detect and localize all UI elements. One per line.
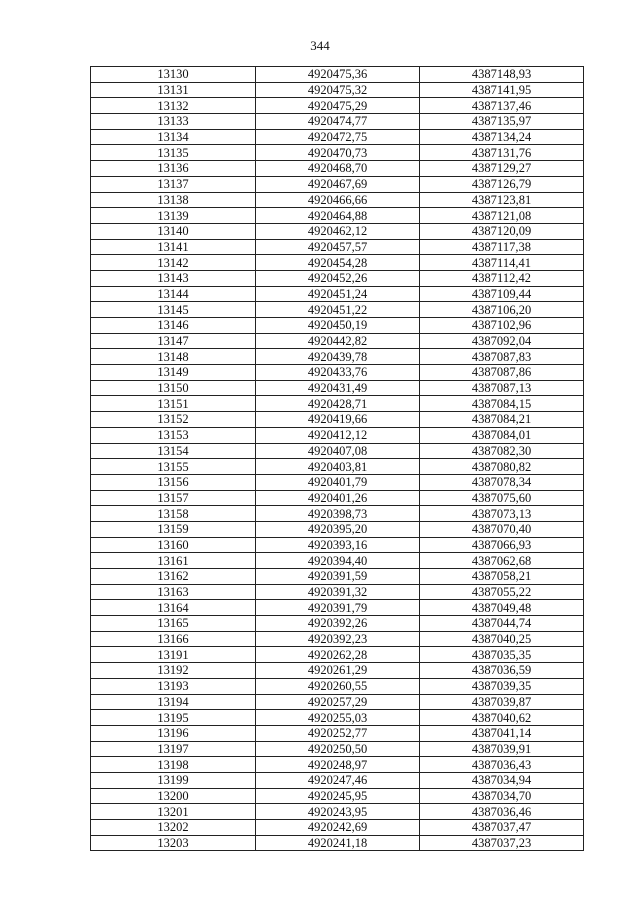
table-row (91, 820, 584, 836)
table-row (91, 349, 584, 365)
y-coordinate-cell: 4387106,20 (420, 302, 584, 318)
point-number-cell: 13149 (91, 365, 256, 381)
table-row (91, 145, 584, 161)
table-row (91, 427, 584, 443)
x-coordinate-cell: 4920261,29 (256, 663, 420, 679)
y-coordinate-cell: 4387137,46 (420, 98, 584, 114)
y-coordinate-cell: 4387036,43 (420, 757, 584, 773)
y-coordinate-cell: 4387080,82 (420, 459, 584, 475)
point-number-cell: 13136 (91, 161, 256, 177)
point-number-cell: 13143 (91, 270, 256, 286)
table-row (91, 161, 584, 177)
point-number-cell: 13137 (91, 176, 256, 192)
table-row (91, 569, 584, 585)
table-row (91, 302, 584, 318)
table-row (91, 192, 584, 208)
point-number-cell: 13198 (91, 757, 256, 773)
y-coordinate-cell: 4387148,93 (420, 67, 584, 83)
y-coordinate-cell: 4387129,27 (420, 161, 584, 177)
x-coordinate-cell: 4920450,19 (256, 318, 420, 334)
table-row (91, 318, 584, 334)
table-row (91, 600, 584, 616)
y-coordinate-cell: 4387135,97 (420, 114, 584, 130)
x-coordinate-cell: 4920428,71 (256, 396, 420, 412)
y-coordinate-cell: 4387044,74 (420, 616, 584, 632)
x-coordinate-cell: 4920412,12 (256, 427, 420, 443)
y-coordinate-cell: 4387040,25 (420, 631, 584, 647)
x-coordinate-cell: 4920452,26 (256, 270, 420, 286)
y-coordinate-cell: 4387034,94 (420, 772, 584, 788)
x-coordinate-cell: 4920454,28 (256, 255, 420, 271)
y-coordinate-cell: 4387041,14 (420, 725, 584, 741)
coordinates-table (90, 66, 584, 851)
y-coordinate-cell: 4387070,40 (420, 521, 584, 537)
x-coordinate-cell: 4920475,36 (256, 67, 420, 83)
x-coordinate-cell: 4920403,81 (256, 459, 420, 475)
y-coordinate-cell: 4387117,38 (420, 239, 584, 255)
x-coordinate-cell: 4920462,12 (256, 223, 420, 239)
x-coordinate-cell: 4920467,69 (256, 176, 420, 192)
x-coordinate-cell: 4920451,24 (256, 286, 420, 302)
y-coordinate-cell: 4387114,41 (420, 255, 584, 271)
y-coordinate-cell: 4387037,47 (420, 820, 584, 836)
table-row (91, 82, 584, 98)
y-coordinate-cell: 4387062,68 (420, 553, 584, 569)
x-coordinate-cell: 4920255,03 (256, 710, 420, 726)
table-row (91, 835, 584, 851)
point-number-cell: 13199 (91, 772, 256, 788)
y-coordinate-cell: 4387121,08 (420, 208, 584, 224)
x-coordinate-cell: 4920392,26 (256, 616, 420, 632)
table-row (91, 459, 584, 475)
table-row (91, 694, 584, 710)
point-number-cell: 13192 (91, 663, 256, 679)
point-number-cell: 13138 (91, 192, 256, 208)
table-row (91, 647, 584, 663)
y-coordinate-cell: 4387112,42 (420, 270, 584, 286)
table-row (91, 663, 584, 679)
y-coordinate-cell: 4387141,95 (420, 82, 584, 98)
point-number-cell: 13142 (91, 255, 256, 271)
y-coordinate-cell: 4387040,62 (420, 710, 584, 726)
x-coordinate-cell: 4920391,32 (256, 584, 420, 600)
table-row (91, 788, 584, 804)
x-coordinate-cell: 4920245,95 (256, 788, 420, 804)
x-coordinate-cell: 4920248,97 (256, 757, 420, 773)
y-coordinate-cell: 4387036,59 (420, 663, 584, 679)
x-coordinate-cell: 4920395,20 (256, 521, 420, 537)
x-coordinate-cell: 4920391,79 (256, 600, 420, 616)
table-row (91, 208, 584, 224)
point-number-cell: 13134 (91, 129, 256, 145)
point-number-cell: 13153 (91, 427, 256, 443)
x-coordinate-cell: 4920475,29 (256, 98, 420, 114)
table-row (91, 537, 584, 553)
page-number: 344 (310, 38, 330, 53)
table-row (91, 223, 584, 239)
x-coordinate-cell: 4920468,70 (256, 161, 420, 177)
y-coordinate-cell: 4387066,93 (420, 537, 584, 553)
table-row (91, 365, 584, 381)
point-number-cell: 13158 (91, 506, 256, 522)
x-coordinate-cell: 4920457,57 (256, 239, 420, 255)
point-number-cell: 13140 (91, 223, 256, 239)
y-coordinate-cell: 4387034,70 (420, 788, 584, 804)
point-number-cell: 13191 (91, 647, 256, 663)
y-coordinate-cell: 4387035,35 (420, 647, 584, 663)
x-coordinate-cell: 4920474,77 (256, 114, 420, 130)
y-coordinate-cell: 4387134,24 (420, 129, 584, 145)
table-row (91, 741, 584, 757)
table-row (91, 616, 584, 632)
table-row (91, 98, 584, 114)
table-row (91, 114, 584, 130)
point-number-cell: 13131 (91, 82, 256, 98)
x-coordinate-cell: 4920433,76 (256, 365, 420, 381)
x-coordinate-cell: 4920401,79 (256, 474, 420, 490)
point-number-cell: 13157 (91, 490, 256, 506)
table-row (91, 490, 584, 506)
point-number-cell: 13145 (91, 302, 256, 318)
y-coordinate-cell: 4387037,23 (420, 835, 584, 851)
table-row (91, 474, 584, 490)
table-row (91, 176, 584, 192)
point-number-cell: 13148 (91, 349, 256, 365)
x-coordinate-cell: 4920407,08 (256, 443, 420, 459)
table-row (91, 553, 584, 569)
point-number-cell: 13201 (91, 804, 256, 820)
y-coordinate-cell: 4387073,13 (420, 506, 584, 522)
table-row (91, 631, 584, 647)
x-coordinate-cell: 4920401,26 (256, 490, 420, 506)
point-number-cell: 13202 (91, 820, 256, 836)
y-coordinate-cell: 4387109,44 (420, 286, 584, 302)
x-coordinate-cell: 4920257,29 (256, 694, 420, 710)
point-number-cell: 13163 (91, 584, 256, 600)
y-coordinate-cell: 4387039,91 (420, 741, 584, 757)
table-row (91, 506, 584, 522)
y-coordinate-cell: 4387078,34 (420, 474, 584, 490)
table-row (91, 725, 584, 741)
y-coordinate-cell: 4387123,81 (420, 192, 584, 208)
table-row (91, 521, 584, 537)
point-number-cell: 13130 (91, 67, 256, 83)
x-coordinate-cell: 4920391,59 (256, 569, 420, 585)
y-coordinate-cell: 4387084,15 (420, 396, 584, 412)
x-coordinate-cell: 4920262,28 (256, 647, 420, 663)
table-row (91, 239, 584, 255)
x-coordinate-cell: 4920475,32 (256, 82, 420, 98)
y-coordinate-cell: 4387075,60 (420, 490, 584, 506)
y-coordinate-cell: 4387049,48 (420, 600, 584, 616)
table-row (91, 286, 584, 302)
point-number-cell: 13165 (91, 616, 256, 632)
y-coordinate-cell: 4387058,21 (420, 569, 584, 585)
point-number-cell: 13147 (91, 333, 256, 349)
table-row (91, 804, 584, 820)
point-number-cell: 13194 (91, 694, 256, 710)
point-number-cell: 13139 (91, 208, 256, 224)
x-coordinate-cell: 4920431,49 (256, 380, 420, 396)
y-coordinate-cell: 4387087,83 (420, 349, 584, 365)
table-body (91, 67, 584, 851)
x-coordinate-cell: 4920393,16 (256, 537, 420, 553)
point-number-cell: 13161 (91, 553, 256, 569)
point-number-cell: 13135 (91, 145, 256, 161)
table-row (91, 710, 584, 726)
y-coordinate-cell: 4387120,09 (420, 223, 584, 239)
x-coordinate-cell: 4920243,95 (256, 804, 420, 820)
point-number-cell: 13133 (91, 114, 256, 130)
x-coordinate-cell: 4920260,55 (256, 678, 420, 694)
table-row (91, 412, 584, 428)
point-number-cell: 13141 (91, 239, 256, 255)
point-number-cell: 13156 (91, 474, 256, 490)
y-coordinate-cell: 4387039,35 (420, 678, 584, 694)
table-row (91, 333, 584, 349)
table-row (91, 396, 584, 412)
x-coordinate-cell: 4920242,69 (256, 820, 420, 836)
point-number-cell: 13164 (91, 600, 256, 616)
point-number-cell: 13166 (91, 631, 256, 647)
y-coordinate-cell: 4387039,87 (420, 694, 584, 710)
y-coordinate-cell: 4387102,96 (420, 318, 584, 334)
point-number-cell: 13196 (91, 725, 256, 741)
x-coordinate-cell: 4920464,88 (256, 208, 420, 224)
x-coordinate-cell: 4920247,46 (256, 772, 420, 788)
point-number-cell: 13195 (91, 710, 256, 726)
table-row (91, 380, 584, 396)
point-number-cell: 13150 (91, 380, 256, 396)
y-coordinate-cell: 4387087,86 (420, 365, 584, 381)
table-row (91, 255, 584, 271)
y-coordinate-cell: 4387082,30 (420, 443, 584, 459)
x-coordinate-cell: 4920241,18 (256, 835, 420, 851)
y-coordinate-cell: 4387084,01 (420, 427, 584, 443)
y-coordinate-cell: 4387092,04 (420, 333, 584, 349)
x-coordinate-cell: 4920466,66 (256, 192, 420, 208)
point-number-cell: 13162 (91, 569, 256, 585)
table-row (91, 270, 584, 286)
x-coordinate-cell: 4920252,77 (256, 725, 420, 741)
point-number-cell: 13160 (91, 537, 256, 553)
x-coordinate-cell: 4920472,75 (256, 129, 420, 145)
y-coordinate-cell: 4387055,22 (420, 584, 584, 600)
y-coordinate-cell: 4387131,76 (420, 145, 584, 161)
point-number-cell: 13203 (91, 835, 256, 851)
y-coordinate-cell: 4387084,21 (420, 412, 584, 428)
x-coordinate-cell: 4920398,73 (256, 506, 420, 522)
table-row (91, 757, 584, 773)
point-number-cell: 13197 (91, 741, 256, 757)
point-number-cell: 13146 (91, 318, 256, 334)
table-row (91, 584, 584, 600)
point-number-cell: 13159 (91, 521, 256, 537)
table-row (91, 678, 584, 694)
y-coordinate-cell: 4387036,46 (420, 804, 584, 820)
x-coordinate-cell: 4920250,50 (256, 741, 420, 757)
y-coordinate-cell: 4387126,79 (420, 176, 584, 192)
table-row (91, 67, 584, 83)
x-coordinate-cell: 4920392,23 (256, 631, 420, 647)
point-number-cell: 13152 (91, 412, 256, 428)
x-coordinate-cell: 4920442,82 (256, 333, 420, 349)
x-coordinate-cell: 4920394,40 (256, 553, 420, 569)
table-row (91, 443, 584, 459)
x-coordinate-cell: 4920419,66 (256, 412, 420, 428)
point-number-cell: 13144 (91, 286, 256, 302)
point-number-cell: 13132 (91, 98, 256, 114)
x-coordinate-cell: 4920451,22 (256, 302, 420, 318)
table-row (91, 772, 584, 788)
point-number-cell: 13155 (91, 459, 256, 475)
y-coordinate-cell: 4387087,13 (420, 380, 584, 396)
table-row (91, 129, 584, 145)
point-number-cell: 13154 (91, 443, 256, 459)
x-coordinate-cell: 4920470,73 (256, 145, 420, 161)
point-number-cell: 13193 (91, 678, 256, 694)
x-coordinate-cell: 4920439,78 (256, 349, 420, 365)
point-number-cell: 13151 (91, 396, 256, 412)
point-number-cell: 13200 (91, 788, 256, 804)
